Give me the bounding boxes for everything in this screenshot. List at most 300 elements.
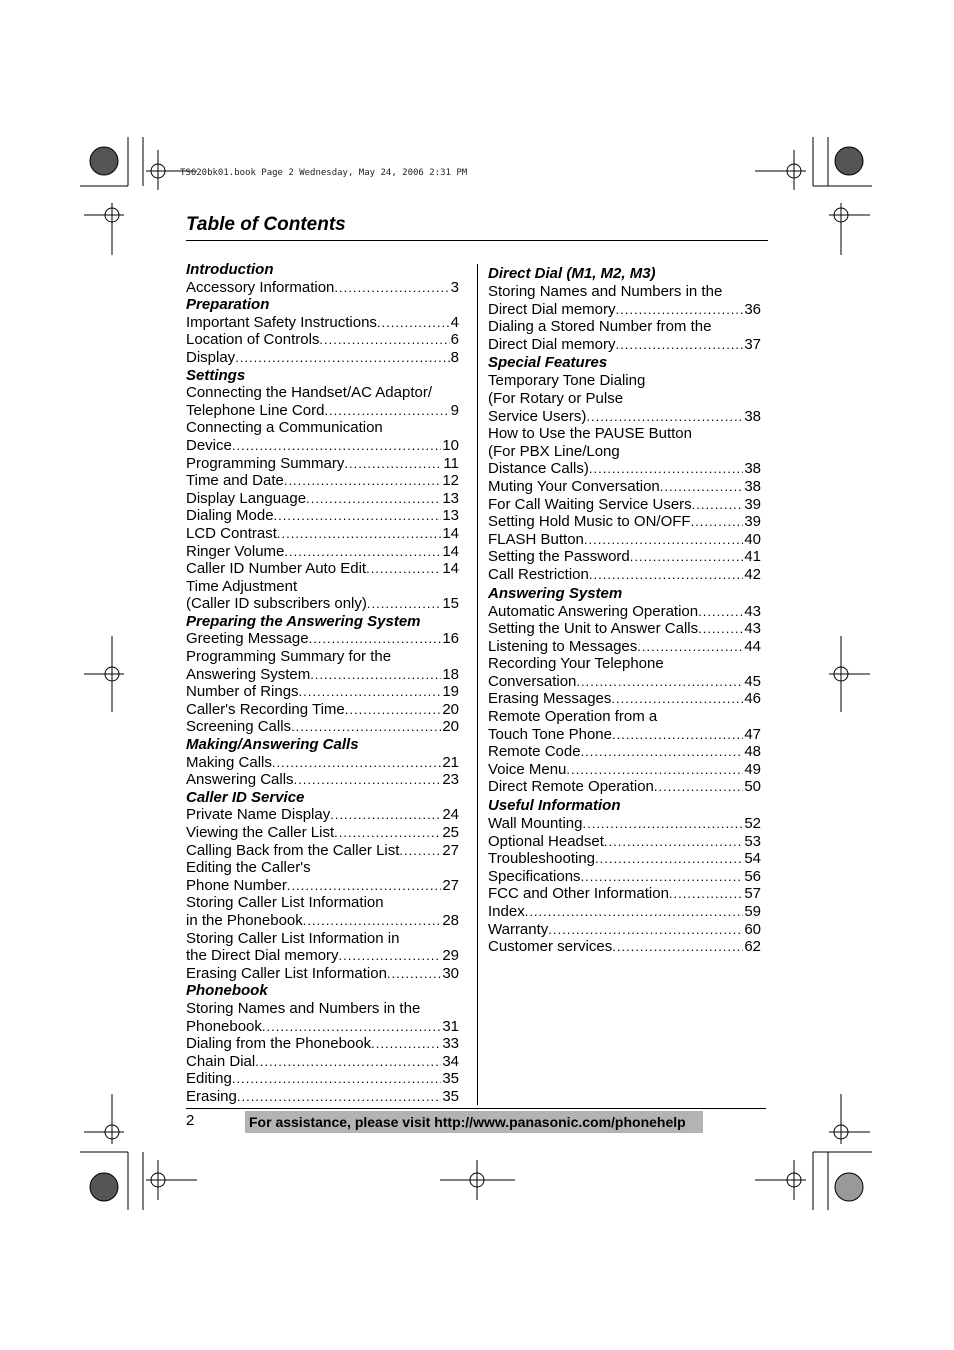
toc-entry-label: Troubleshooting — [488, 850, 596, 868]
toc-page-number: 52 — [744, 815, 761, 833]
toc-page-number: 53 — [744, 832, 761, 850]
toc-entry-label: Storing Names and Numbers in the — [488, 283, 723, 300]
toc-entry-row — [488, 778, 761, 796]
section-heading: Introduction — [186, 261, 274, 278]
toc-entry[interactable] — [488, 513, 761, 531]
toc-page-number: 27 — [442, 876, 459, 894]
toc-entry-row — [186, 560, 459, 578]
toc-page-number: 54 — [744, 850, 761, 868]
toc-entry-label: Service Users) — [488, 407, 587, 425]
toc-entry-row — [186, 349, 459, 367]
toc-entry[interactable] — [186, 1088, 459, 1106]
toc-entry-row — [186, 595, 459, 613]
toc-entry[interactable] — [488, 850, 761, 868]
toc-page-number: 6 — [450, 331, 459, 349]
toc-entry[interactable] — [186, 683, 459, 701]
toc-entry[interactable] — [488, 743, 761, 761]
toc-entry-row — [186, 806, 459, 824]
toc-entry-row — [488, 921, 761, 939]
toc-page-number: 8 — [450, 348, 459, 366]
toc-entry-label: Chain Dial — [186, 1052, 256, 1070]
toc-entry-row — [488, 496, 761, 514]
toc-entry[interactable] — [488, 833, 761, 851]
toc-entry[interactable] — [186, 771, 459, 789]
toc-entry[interactable] — [488, 903, 761, 921]
dot-leader — [262, 1018, 441, 1036]
dot-leader — [344, 455, 442, 473]
toc-page-number: 60 — [744, 920, 761, 938]
toc-entry-label: Storing Caller List Information — [186, 894, 384, 912]
toc-entry-label: FLASH Button — [488, 530, 584, 548]
footer-rule — [186, 1108, 766, 1109]
toc-entry-label: in the Phonebook — [186, 911, 303, 929]
section-heading: Direct Dial (M1, M2, M3) — [488, 265, 656, 282]
toc-entry[interactable] — [488, 425, 761, 478]
dot-leader — [309, 630, 442, 648]
toc-entry-row — [186, 842, 459, 860]
dot-leader — [330, 806, 441, 824]
toc-entry-row — [186, 912, 459, 930]
toc-entry[interactable] — [488, 548, 761, 566]
toc-entry-row — [488, 815, 761, 833]
toc-entry-label: Index — [488, 903, 525, 920]
toc-entry[interactable] — [186, 349, 459, 367]
toc-entry-label: Specifications — [488, 867, 581, 885]
toc-entry-label: Storing Caller List Information in — [186, 929, 400, 947]
toc-entry-label: Setting the Password — [488, 548, 630, 566]
dot-leader — [306, 490, 441, 508]
toc-entry-row — [186, 525, 459, 543]
dot-leader — [595, 850, 743, 868]
dot-leader — [334, 279, 449, 297]
toc-entry[interactable] — [186, 419, 459, 454]
toc-page-number: 46 — [744, 690, 761, 708]
toc-entry[interactable] — [488, 868, 761, 886]
toc-entry[interactable] — [186, 630, 459, 648]
dot-leader — [284, 472, 441, 490]
toc-entry[interactable] — [488, 603, 761, 621]
toc-page-number: 34 — [442, 1052, 459, 1070]
toc-entry-row — [488, 726, 761, 744]
toc-entry-label: Programming Summary for the — [186, 648, 392, 666]
toc-page-number: 50 — [744, 778, 761, 796]
toc-entry-label: Editing the Caller's — [186, 859, 311, 877]
toc-left-column — [186, 261, 459, 1106]
toc-entry-row — [488, 690, 761, 708]
toc-entry[interactable] — [488, 938, 761, 956]
dot-leader — [637, 638, 743, 656]
toc-entry-label: Erasing Caller List Information — [186, 964, 387, 982]
toc-entry-row — [186, 1088, 459, 1106]
toc-entry-row — [186, 543, 459, 561]
toc-entry[interactable] — [488, 815, 761, 833]
toc-entry-row — [186, 965, 459, 983]
dot-leader — [698, 620, 743, 638]
dot-leader — [698, 603, 743, 621]
toc-page-number: 25 — [442, 824, 459, 841]
toc-entry-label: Conversation — [488, 672, 577, 690]
toc-entry[interactable] — [186, 507, 459, 525]
dot-leader — [232, 1070, 441, 1088]
toc-entry[interactable] — [186, 859, 459, 894]
dot-leader — [284, 543, 441, 561]
toc-entry-row — [186, 1018, 459, 1036]
toc-entry-row — [186, 630, 459, 648]
toc-entry[interactable] — [488, 620, 761, 638]
toc-page-number: 43 — [744, 602, 761, 620]
toc-entry-label: Number of Rings — [186, 683, 299, 701]
toc-entry[interactable] — [186, 314, 459, 332]
toc-entry-label: Viewing the Caller List — [186, 824, 335, 841]
toc-entry-label: Muting Your Conversation — [488, 477, 660, 495]
toc-entry-label: Caller ID Number Auto Edit — [186, 560, 367, 578]
toc-entry[interactable] — [186, 1035, 459, 1053]
toc-entry-label: Phone Number — [186, 876, 287, 894]
toc-entry-row — [488, 548, 761, 566]
toc-entry-label: Making Calls — [186, 753, 272, 771]
dot-leader — [274, 507, 442, 525]
dot-leader — [399, 842, 441, 860]
section-heading: Preparing the Answering System — [186, 612, 421, 630]
dot-leader — [299, 683, 442, 701]
toc-entry[interactable] — [186, 1000, 459, 1035]
toc-entry-label: Programming Summary — [186, 454, 345, 472]
dot-leader — [371, 1035, 441, 1053]
toc-page-number: 4 — [450, 313, 459, 331]
dot-leader — [589, 460, 743, 478]
toc-page-number: 42 — [744, 565, 761, 583]
dot-leader — [691, 513, 744, 531]
toc-entry-label: Display Language — [186, 489, 307, 507]
dot-leader — [377, 314, 450, 332]
toc-entry[interactable] — [186, 472, 459, 490]
toc-entry-row — [186, 279, 459, 297]
toc-entry[interactable] — [488, 318, 761, 353]
dot-leader — [294, 771, 442, 789]
toc-page-number: 39 — [744, 495, 761, 513]
toc-entry-label: Recording Your Telephone — [488, 655, 664, 673]
column-divider — [477, 264, 478, 1105]
toc-entry-label: Temporary Tone Dialing — [488, 372, 646, 390]
toc-entry-label: Location of Controls — [186, 331, 320, 349]
toc-entry[interactable] — [186, 824, 459, 842]
toc-entry[interactable] — [186, 331, 459, 349]
toc-entry-row — [186, 701, 459, 719]
toc-entry[interactable] — [186, 930, 459, 965]
toc-entry-row — [186, 331, 459, 349]
toc-entry-label: (For PBX Line/Long — [488, 442, 620, 460]
toc-entry-row — [186, 437, 459, 455]
toc-entry-label: Connecting the Handset/AC Adaptor/ — [186, 384, 432, 402]
toc-entry[interactable] — [186, 1053, 459, 1071]
toc-page-number: 41 — [744, 548, 761, 566]
toc-entry-label: Direct Dial memory — [488, 300, 616, 318]
toc-entry[interactable] — [488, 496, 761, 514]
dot-leader — [611, 690, 743, 708]
toc-page-number: 47 — [744, 725, 761, 743]
dot-leader — [319, 331, 449, 349]
dot-leader — [616, 336, 744, 354]
toc-page-number: 11 — [443, 454, 459, 472]
dot-leader — [566, 761, 743, 779]
dot-leader — [612, 938, 743, 956]
dot-leader — [586, 408, 743, 426]
toc-entry-label: Screening Calls — [186, 718, 292, 736]
toc-page-number: 38 — [744, 460, 761, 478]
toc-entry-label: Distance Calls) — [488, 460, 589, 478]
toc-entry-row — [186, 683, 459, 701]
title-rule — [186, 240, 768, 241]
dot-leader — [324, 402, 449, 420]
dot-leader — [669, 885, 743, 903]
section-heading: Useful Information — [488, 797, 621, 815]
toc-entry[interactable] — [488, 885, 761, 903]
toc-entry-label: (Caller ID subscribers only) — [186, 595, 367, 613]
toc-entry-row — [488, 566, 761, 584]
toc-entry-row — [488, 460, 761, 478]
toc-entry-label: Direct Dial memory — [488, 335, 616, 353]
toc-page-number: 28 — [442, 911, 459, 929]
toc-page-number: 35 — [442, 1087, 459, 1105]
toc-entry-label: Voice Menu — [488, 760, 567, 778]
toc-entry-label: Setting the Unit to Answer Calls — [488, 620, 699, 638]
toc-entry[interactable] — [488, 690, 761, 708]
toc-page-number: 36 — [744, 300, 761, 318]
toc-entry[interactable] — [186, 754, 459, 772]
toc-entry-row — [186, 718, 459, 736]
toc-page-number: 31 — [442, 1017, 459, 1035]
section-heading: Phonebook — [186, 982, 268, 1000]
toc-entry[interactable] — [488, 372, 761, 425]
toc-entry-row — [488, 620, 761, 638]
toc-entry[interactable] — [488, 708, 761, 743]
toc-entry[interactable] — [488, 921, 761, 939]
dot-leader — [581, 868, 744, 886]
toc-entry-label: Private Name Display — [186, 806, 331, 824]
toc-page-number: 48 — [744, 743, 761, 761]
toc-page-number: 13 — [442, 507, 459, 525]
dot-leader — [525, 903, 744, 921]
toc-page-number: 23 — [442, 771, 459, 789]
dot-leader — [367, 595, 441, 613]
toc-entry[interactable] — [186, 279, 459, 297]
toc-entry-label: Answering System — [186, 665, 311, 683]
toc-entry[interactable] — [488, 655, 761, 690]
dot-leader — [589, 566, 743, 584]
toc-page-number: 18 — [442, 665, 459, 683]
dot-leader — [387, 965, 441, 983]
toc-page-number: 33 — [442, 1035, 459, 1053]
dot-leader — [291, 718, 441, 736]
dot-leader — [334, 824, 441, 842]
toc-entry[interactable] — [186, 965, 459, 983]
toc-page-number: 56 — [744, 867, 761, 885]
toc-entry-label: Setting Hold Music to ON/OFF — [488, 513, 691, 531]
toc-entry[interactable] — [186, 894, 459, 929]
toc-entry[interactable] — [488, 531, 761, 549]
dot-leader — [366, 560, 441, 578]
toc-entry-row — [186, 455, 459, 473]
toc-entry[interactable] — [186, 718, 459, 736]
toc-page-number: 20 — [442, 718, 459, 736]
toc-entry-row — [186, 402, 459, 420]
dot-leader — [303, 912, 442, 930]
toc-entry-label: For Call Waiting Service Users — [488, 495, 692, 513]
toc-entry-label: Listening to Messages — [488, 637, 638, 655]
toc-entry-label: Remote Operation from a — [488, 708, 658, 726]
toc-entry-row — [488, 531, 761, 549]
toc-entry-label: Automatic Answering Operation — [488, 602, 699, 620]
dot-leader — [660, 478, 744, 496]
toc-entry-label: Time Adjustment — [186, 577, 298, 595]
section-heading: Preparation — [186, 296, 270, 314]
toc-entry-row — [488, 833, 761, 851]
toc-entry-row — [186, 947, 459, 965]
toc-entry-label: Device — [186, 436, 232, 454]
toc-entry-row — [488, 513, 761, 531]
toc-page-number: 37 — [744, 335, 761, 353]
toc-entry[interactable] — [186, 543, 459, 561]
toc-page-number: 29 — [442, 947, 459, 965]
toc-entry-row — [488, 638, 761, 656]
toc-entry-label: Time and Date — [186, 472, 284, 490]
toc-page-number: 38 — [744, 407, 761, 425]
toc-entry-row — [186, 754, 459, 772]
toc-entry-row — [488, 603, 761, 621]
toc-entry[interactable] — [488, 761, 761, 779]
toc-entry-row — [186, 472, 459, 490]
dot-leader — [584, 531, 743, 549]
toc-entry[interactable] — [488, 566, 761, 584]
dot-leader — [237, 1088, 441, 1106]
toc-entry-label: Greeting Message — [186, 630, 309, 648]
toc-entry-label: Telephone Line Cord — [186, 401, 325, 419]
toc-page-number: 16 — [442, 630, 459, 648]
toc-entry-row — [488, 301, 761, 319]
toc-entry-label: Touch Tone Phone — [488, 725, 612, 743]
toc-entry-label: Dialing a Stored Number from the — [488, 318, 712, 336]
dot-leader — [255, 1053, 441, 1071]
toc-page-number: 39 — [744, 513, 761, 531]
toc-entry-row — [186, 1053, 459, 1071]
toc-entry[interactable] — [186, 648, 459, 683]
toc-entry-row — [488, 761, 761, 779]
toc-entry-label: Phonebook — [186, 1017, 262, 1035]
dot-leader — [582, 815, 743, 833]
toc-entry-label: Calling Back from the Caller List — [186, 841, 400, 859]
toc-entry-label: Display — [186, 348, 236, 366]
toc-entry-row — [488, 903, 761, 921]
toc-page-number: 45 — [744, 672, 761, 690]
toc-entry-label: Important Safety Instructions — [186, 313, 377, 331]
toc-entry[interactable] — [186, 578, 459, 613]
section-heading: Making/Answering Calls — [186, 736, 359, 754]
toc-page-number: 21 — [442, 753, 459, 771]
toc-entry-row — [186, 314, 459, 332]
toc-entry[interactable] — [186, 1070, 459, 1088]
toc-page-number: 40 — [744, 530, 761, 548]
dot-leader — [576, 673, 743, 691]
page-number: 2 — [186, 1112, 195, 1129]
toc-page-number: 43 — [744, 620, 761, 638]
toc-entry-row — [186, 507, 459, 525]
toc-entry-row — [186, 1035, 459, 1053]
toc-entry-row — [488, 850, 761, 868]
toc-entry-label: Optional Headset — [488, 832, 604, 850]
dot-leader — [548, 921, 743, 939]
toc-entry-row — [488, 868, 761, 886]
dot-leader — [272, 754, 441, 772]
toc-page-number: 14 — [442, 560, 459, 578]
dot-leader — [616, 301, 744, 319]
toc-entry[interactable] — [488, 638, 761, 656]
toc-entry-row — [186, 1070, 459, 1088]
dot-leader — [277, 525, 441, 543]
toc-entry-row — [488, 885, 761, 903]
toc-entry-row — [186, 666, 459, 684]
toc-page-number: 59 — [744, 903, 761, 920]
toc-entry-row — [488, 408, 761, 426]
toc-right-column — [488, 264, 761, 956]
dot-leader — [235, 349, 449, 367]
toc-page-number: 14 — [442, 542, 459, 560]
toc-entry-row — [488, 743, 761, 761]
toc-page-number: 35 — [442, 1070, 459, 1088]
toc-page-number: 15 — [442, 595, 459, 613]
toc-page-number: 19 — [442, 683, 459, 701]
toc-entry-label: Customer services — [488, 938, 613, 956]
dot-leader — [232, 437, 441, 455]
toc-entry[interactable] — [186, 806, 459, 824]
toc-entry-label: Dialing from the Phonebook — [186, 1035, 372, 1053]
toc-entry-label: Storing Names and Numbers in the — [186, 999, 421, 1017]
toc-entry[interactable] — [186, 701, 459, 719]
toc-entry-label: Wall Mounting — [488, 815, 583, 833]
toc-entry-row — [186, 771, 459, 789]
toc-entry-label: Call Restriction — [488, 565, 589, 583]
toc-entry-row — [488, 478, 761, 496]
toc-entry[interactable] — [186, 490, 459, 508]
dot-leader — [692, 496, 744, 514]
toc-entry-label: Caller's Recording Time — [186, 700, 345, 718]
dot-leader — [339, 947, 442, 965]
toc-entry-label: Answering Calls — [186, 771, 294, 789]
toc-entry[interactable] — [186, 384, 459, 419]
toc-entry[interactable] — [186, 560, 459, 578]
dot-leader — [581, 743, 744, 761]
toc-page-number: 62 — [744, 938, 761, 956]
toc-entry-label: Erasing Messages — [488, 690, 612, 708]
toc-entry[interactable] — [488, 283, 761, 318]
toc-entry[interactable] — [186, 525, 459, 543]
toc-entry-label: How to Use the PAUSE Button — [488, 425, 692, 443]
toc-entry-row — [488, 673, 761, 691]
dot-leader — [654, 778, 743, 796]
toc-entry-row — [488, 938, 761, 956]
toc-page-number: 12 — [442, 472, 459, 490]
toc-page-number: 14 — [442, 524, 459, 542]
toc-page-number: 10 — [442, 436, 459, 454]
toc-entry-label: LCD Contrast — [186, 524, 277, 542]
dot-leader — [310, 666, 441, 684]
toc-entry[interactable] — [186, 455, 459, 473]
toc-entry[interactable] — [488, 778, 761, 796]
toc-entry[interactable] — [488, 478, 761, 496]
toc-page-number: 44 — [744, 637, 761, 655]
toc-entry-row — [186, 490, 459, 508]
toc-entry-label: Direct Remote Operation — [488, 778, 654, 796]
toc-entry[interactable] — [186, 842, 459, 860]
